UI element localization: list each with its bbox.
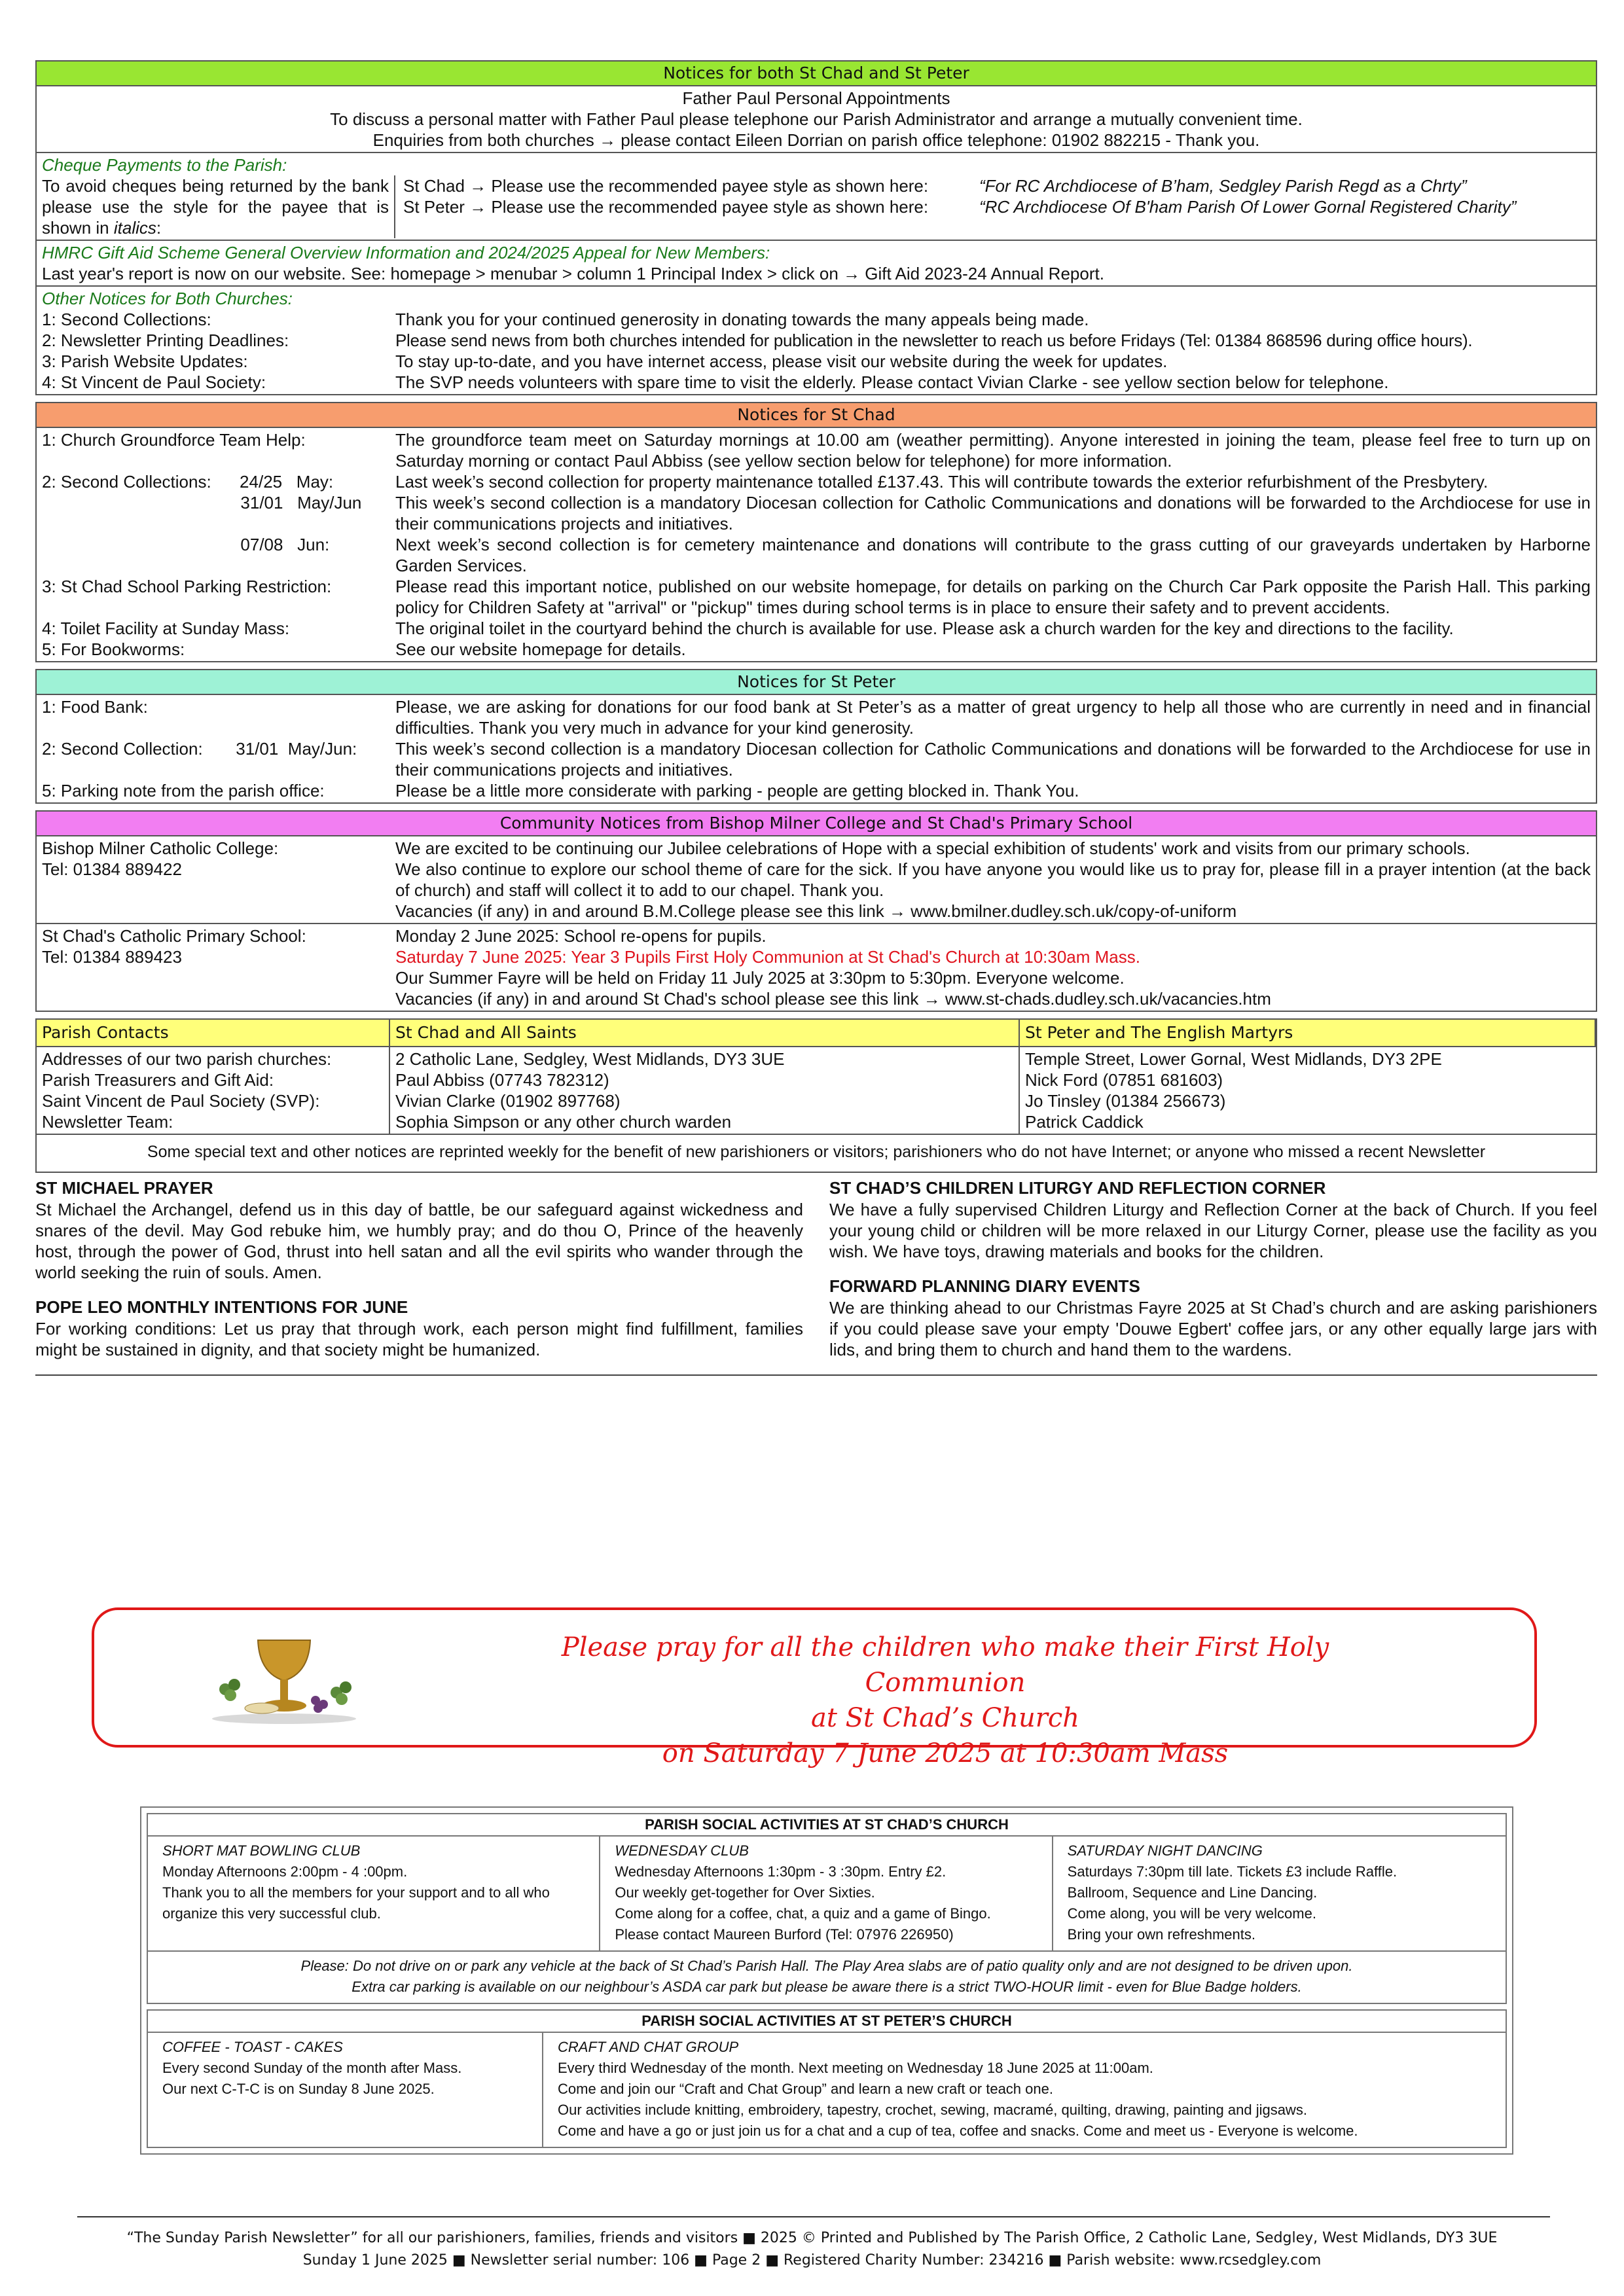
- contacts-peter: Temple Street, Lower Gornal, West Midlands, DY3 2PE Nick Ford (07851 681603) Jo Tinsley (01384 256673) Patrick Caddick: [1025, 1049, 1442, 1132]
- st-peter-social-title: PARISH SOCIAL ACTIVITIES AT ST PETER’S CHURCH: [148, 2011, 1506, 2033]
- gift-aid-block: [37, 241, 1596, 287]
- community-section: [35, 810, 1597, 1012]
- st-peter-social: [147, 2009, 1507, 2148]
- pope-intentions-title: POPE LEO MONTHLY INTENTIONS FOR JUNE: [35, 1297, 408, 1317]
- cheque-instructions: To avoid cheques being returned by the bank please use the style for the payee that is shown in italics:: [42, 175, 395, 238]
- list-item: 5: For Bookworms: See our website homepage for details.: [42, 639, 686, 659]
- st-chad-social-title: PARISH SOCIAL ACTIVITIES AT ST CHAD’S CHURCH: [148, 1814, 1506, 1837]
- gift-aid-title: HMRC Gift Aid Scheme General Overview Information and 2024/2025 Appeal for New Members:: [42, 243, 770, 262]
- other-notices-block: [37, 287, 1596, 394]
- appointments-enquiries: Enquiries from both churches → please contact Eileen Dorrian on parish office telephone: 01902 882215 - Thank you.: [372, 130, 1260, 150]
- newsletter-page: [35, 60, 1597, 1376]
- contacts-header-peter: St Peter and The English Martyrs: [1020, 1020, 1596, 1047]
- footer-divider: [77, 2216, 1550, 2217]
- appointments-block: [37, 86, 1596, 153]
- bm-name: Bishop Milner Catholic College:: [42, 838, 279, 858]
- pope-intentions-text: For working conditions: Let us pray that through work, each person might find fulfillment, families might be sustained in dignity, and that society might be humanized.: [35, 1319, 803, 1359]
- communion-prayer-text: Please pray for all the children who make their First Holy Communion at St Chad’s Church on Saturday 7 June 2025 at 10:30am Mass: [561, 1632, 1329, 1768]
- wednesday-club: WEDNESDAY CLUB Wednesday Afternoons 1:30pm - 3 :30pm. Entry £2. Our weekly get-together for Over Sixties. Come along for a coffee, chat, a quiz and a game of Bingo. Please contact Maureen Burford (Tel: 07976 226950): [600, 1837, 1053, 1950]
- appointments-title: Father Paul Personal Appointments: [682, 88, 950, 108]
- st-chad-social: [147, 1813, 1507, 2004]
- list-item: 1: Church Groundforce Team Help: The groundforce team meet on Saturday mornings at 10.00 am (weather permitting). Anyone interested in joining the team, please feel free to turn up on Saturday morning or contact Paul Abbiss (see yellow section below for telephone) for more information.: [42, 430, 1591, 471]
- list-item: 2: Newsletter Printing Deadlines: Please send news from both churches intended for publication in the newsletter to reach us before Fridays (Tel: 01384 868596 during office hours).: [42, 331, 1473, 350]
- list-item: 5: Parking note from the parish office: Please be a little more considerate with parking - people are getting blocked in. Thank You.: [42, 781, 1079, 800]
- diary-events-text: We are thinking ahead to our Christmas Fayre 2025 at St Chad’s church and are asking parishioners if you could please save your empty 'Douwe Egbert' coffee jars, or any other equally large jars with lids, and bring them to church and hand them to the wardens.: [829, 1298, 1597, 1359]
- list-item: 2: Second Collections: 24/25 May: Last week’s second collection for property maintenance totalled £137.43. This will contribute towards the exterior refurbishment of the Presbytery.: [42, 472, 1489, 492]
- st-chads-school-block: [37, 924, 1596, 1011]
- st-peter-header: Notices for St Peter: [37, 670, 1596, 695]
- chalice-icon: [206, 1627, 363, 1725]
- bm-line: We are excited to be continuing our Jubilee celebrations of Hope with a special exhibition of students' work and visits from our primary schools.: [395, 838, 1470, 858]
- bm-line: We also continue to explore our school theme of care for the sick. If you have anyone you would like us to pray for, please fill in a prayer intention (at the back of church) and staff will collect it to add to our chapel. Thank you.: [395, 859, 1591, 900]
- cheque-title: Cheque Payments to the Parish:: [42, 155, 287, 175]
- bm-vacancies-link[interactable]: Vacancies (if any) in and around B.M.College please see this link → www.bmilner.dudley.sch.uk/copy-of-uniform: [395, 901, 1237, 921]
- liturgy-corner-title: ST CHAD’S CHILDREN LITURGY AND REFLECTION CORNER: [829, 1178, 1326, 1198]
- michael-prayer-title: ST MICHAEL PRAYER: [35, 1178, 213, 1198]
- bishop-milner-block: [37, 836, 1596, 924]
- articles: [35, 1177, 1597, 1376]
- reprint-note: Some special text and other notices are reprinted weekly for the benefit of new parishioners or visitors; parishioners who do not have Internet; or anyone who missed a recent Newsletter: [37, 1134, 1596, 1172]
- sc-name: St Chad's Catholic Primary School:: [42, 926, 306, 946]
- list-item: 1: Food Bank: Please, we are asking for donations for our food bank at St Peter’s as a matter of great urgency to help all those who are currently in need and in financial difficulties. Thank you very much in advance for your kind generosity.: [42, 697, 1591, 738]
- list-item: 4: Toilet Facility at Sunday Mass: The original toilet in the courtyard behind the church is available for use. Please ask a church warden for the key and directions to the facility.: [42, 619, 1454, 638]
- list-item: 4: St Vincent de Paul Society: The SVP needs volunteers with spare time to visit the elderly. Please contact Vivian Clarke - see yellow section below for telephone.: [42, 372, 1389, 392]
- footer-line-2: Sunday 1 June 2025 ■ Newsletter serial number: 106 ■ Page 2 ■ Registered Charity Number: 234216 ■ Parish website: www.rcsedgley.com: [302, 2252, 1322, 2269]
- community-header: Community Notices from Bishop Milner College and St Chad's Primary School: [37, 812, 1596, 836]
- peter-payee-row: St Peter → Please use the recommended payee style as shown here: “RC Archdiocese Of B'ham Parish Of Lower Gornal Registered Charity”: [403, 197, 1517, 217]
- list-item: 3: Parish Website Updates: To stay up-to-date, and you have internet access, please visit our website during the week for updates.: [42, 351, 1168, 371]
- liturgy-corner-text: We have a fully supervised Children Liturgy and Reflection Corner at the back of Church. If you feel your young child or children will be more relaxed in our Liturgy Corner, please use the facility as you wish. We have toys, drawing materials and books for the children.: [829, 1200, 1597, 1261]
- list-item: 31/01 May/Jun This week’s second collection is a mandatory Diocesan collection for Catholic Communications and donations will be forwarded to the Archdiocese for use in their communications projects and initiatives.: [42, 493, 1591, 533]
- parking-note: Please: Do not drive on or park any vehicle at the back of St Chad’s Parish Hall. The Play Area slabs are of patio quality only and are not designed to be driven upon. Extra car parking is available on our neighbour’s ASDA car park but please be aware there is a strict TWO-HOUR limit - even for Blue Badge holders.: [300, 1958, 1353, 1995]
- list-item: 1: Second Collections: Thank you for your continued generosity in donating towards the many appeals being made.: [42, 310, 1089, 329]
- both-churches-header: Notices for both St Chad and St Peter: [37, 62, 1596, 86]
- saturday-dancing: SATURDAY NIGHT DANCING Saturdays 7:30pm till late. Tickets £3 include Raffle. Ballroom, Sequence and Line Dancing. Come along, you will be very welcome. Bring your own refreshments.: [1067, 1842, 1398, 1943]
- contacts-labels: Addresses of our two parish churches: Parish Treasurers and Gift Aid: Saint Vincent de Paul Society (SVP): Newsletter Team:: [37, 1047, 390, 1134]
- social-activities: [140, 1806, 1513, 2155]
- sc-tel: Tel: 01384 889423: [42, 947, 182, 967]
- sc-line: Monday 2 June 2025: School re-opens for pupils.: [395, 926, 767, 946]
- communion-prayer-box: [92, 1607, 1537, 1768]
- st-peter-section: [35, 669, 1597, 804]
- parish-contacts-section: [35, 1018, 1597, 1173]
- diary-events-title: FORWARD PLANNING DIARY EVENTS: [829, 1276, 1140, 1296]
- bowling-club: SHORT MAT BOWLING CLUB Monday Afternoons 2:00pm - 4 :00pm. Thank you to all the members for your support and to all who organize this very successful club.: [148, 1837, 600, 1950]
- sc-communion-notice: Saturday 7 June 2025: Year 3 Pupils First Holy Communion at St Chad's Church at 10:30am Mass.: [395, 947, 1140, 967]
- cheque-block: [37, 153, 1596, 241]
- contacts-header: Parish Contacts: [37, 1020, 390, 1047]
- gift-aid-text: Last year's report is now on our website. See: homepage > menubar > column 1 Principal Index > click on → Gift Aid 2023-24 Annual Report.: [42, 264, 1104, 283]
- chad-payee-row: St Chad → Please use the recommended payee style as shown here: “For RC Archdiocese of B’ham, Sedgley Parish Regd as a Chrty”: [403, 176, 1467, 196]
- michael-prayer-text: St Michael the Archangel, defend us in this day of battle, be our safeguard against wickedness and snares of the devil. May God rebuke him, we humbly pray; and do thou O, Prince of the heavenly host, through the power of God, thrust into hell satan and all the evil spirits who wander through the world seeking the ruin of souls. Amen.: [35, 1200, 803, 1282]
- contacts-chad: 2 Catholic Lane, Sedgley, West Midlands, DY3 3UE Paul Abbiss (07743 782312) Vivian Clarke (01902 897768) Sophia Simpson or any other church warden: [390, 1047, 1020, 1134]
- bm-tel: Tel: 01384 889422: [42, 859, 182, 879]
- list-item: 2: Second Collection: 31/01 May/Jun: This week’s second collection is a mandatory Diocesan collection for Catholic Communications and donations will be forwarded to the Archdiocese for use in their communications projects and initiatives.: [42, 739, 1591, 780]
- appointments-line: To discuss a personal matter with Father Paul please telephone our Parish Administrator and arrange a mutually convenient time.: [330, 109, 1303, 129]
- list-item: 07/08 Jun: Next week’s second collection is for cemetery maintenance and donations will contribute to the grass cutting of our graveyards undertaken by Harborne Garden Services.: [42, 535, 1591, 575]
- coffee-toast-cakes: COFFEE - TOAST - CAKES Every second Sunday of the month after Mass. Our next C-T-C is on Sunday 8 June 2025.: [148, 2033, 543, 2147]
- contacts-header-chad: St Chad and All Saints: [390, 1020, 1020, 1047]
- other-notices-title: Other Notices for Both Churches:: [42, 289, 293, 308]
- sc-vacancies-link[interactable]: Vacancies (if any) in and around St Chad's school please see this link → www.st-chads.dudley.sch.uk/vacancies.htm: [395, 989, 1271, 1009]
- footer-line-1: “The Sunday Parish Newsletter” for all our parishioners, families, friends and visitors ■ 2025 © Printed and Published by The Parish Office, 2 Catholic Lane, Sedgley, West Midlands, DY3 3UE: [126, 2230, 1498, 2246]
- craft-and-chat: CRAFT AND CHAT GROUP Every third Wednesday of the month. Next meeting on Wednesday 18 June 2025 at 11:00am. Come and join our “Craft and Chat Group” and learn a new craft or teach one. Our activities include knitting, embroidery, tapestry, crochet, sewing, macramé, quilting, drawing, painting and jigsaws. Come and have a go or just join us for a chat and a cup of tea, coffee and snacks. Come and meet us - Everyone is welcome.: [558, 2039, 1358, 2139]
- st-chad-header: Notices for St Chad: [37, 403, 1596, 428]
- st-chad-section: [35, 402, 1597, 662]
- both-churches-section: [35, 60, 1597, 395]
- list-item: 3: St Chad School Parking Restriction: Please read this important notice, published on our website homepage, for details on parking on the Church Car Park opposite the Parish Hall. This parking policy for Children Safety at "arrival" or "pickup" times during school terms is in place to ensure their safety and to prevent accidents.: [42, 577, 1591, 617]
- sc-line: Our Summer Fayre will be held on Friday 11 July 2025 at 3:30pm to 5:30pm. Everyone welcome.: [395, 968, 1125, 988]
